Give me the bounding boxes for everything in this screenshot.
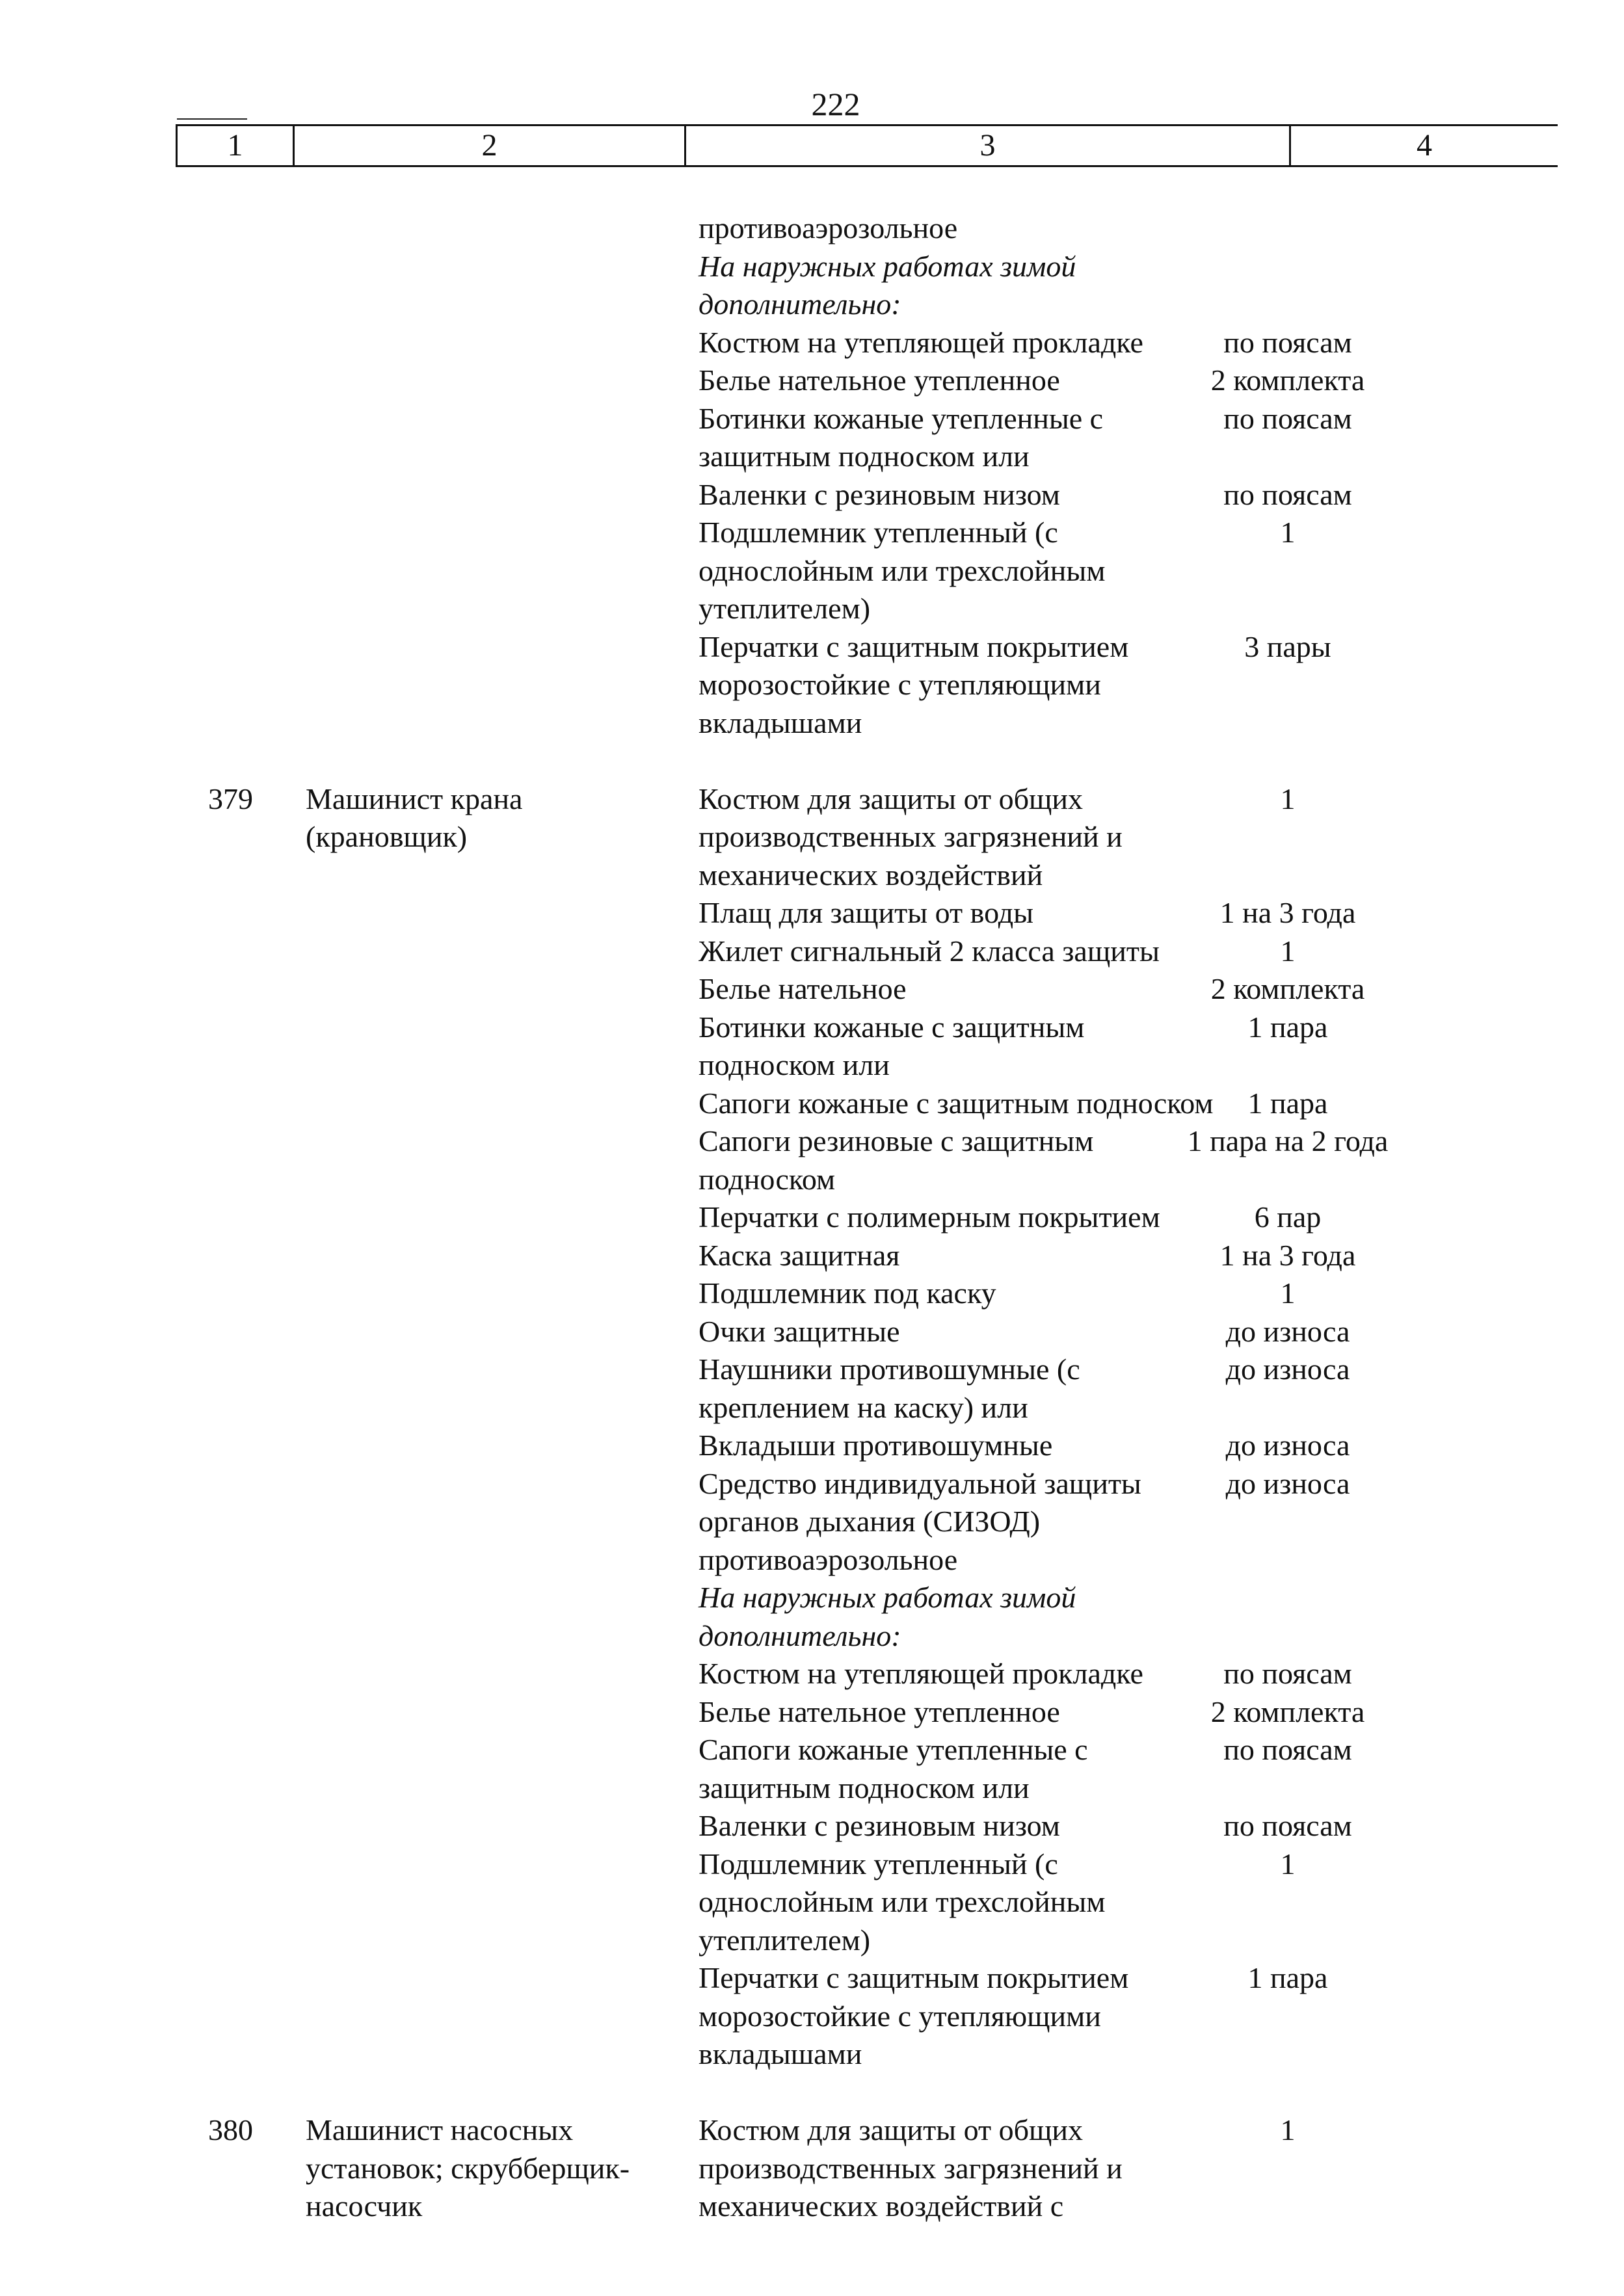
item-quantity: до износа	[1225, 1429, 1350, 1462]
item-quantity: 2 комплекта	[1210, 363, 1365, 397]
item-name: Ботинки кожаные утепленные с	[699, 401, 1104, 435]
page-number: 222	[811, 86, 860, 122]
item-name: защитным подноском или	[699, 440, 1030, 473]
top-rule	[177, 118, 247, 120]
item-quantity: 1 пара на 2 года	[1187, 1124, 1389, 1157]
item-quantity: 2 комплекта	[1210, 972, 1365, 1005]
item-name: Подшлемник утепленный (с	[699, 516, 1058, 549]
item-name: Костюм на утепляющей прокладке	[699, 1657, 1143, 1690]
item-name: производственных загрязнений и	[699, 820, 1123, 853]
item-quantity: 1	[1280, 782, 1296, 815]
item-name: противоаэрозольное	[699, 1542, 958, 1576]
item-name: Сапоги кожаные утепленные с	[699, 1733, 1088, 1766]
item-name: Наушники противошумные (с	[699, 1353, 1080, 1386]
profession-name: (крановщик)	[306, 820, 468, 853]
item-quantity: 6 пар	[1254, 1200, 1322, 1234]
item-quantity: 1	[1280, 1276, 1296, 1310]
item-name: Сапоги резиновые с защитным	[699, 1124, 1094, 1157]
item-name: Белье нательное	[699, 972, 907, 1005]
item-quantity: по поясам	[1223, 477, 1352, 511]
item-quantity: по поясам	[1223, 401, 1352, 435]
profession-name: насосчик	[306, 2189, 423, 2223]
item-name: Перчатки с полимерным покрытием	[699, 1200, 1160, 1234]
item-quantity: 1 на 3 года	[1219, 896, 1356, 929]
item-name: Белье нательное утепленное	[699, 363, 1060, 397]
section-note: дополнительно:	[699, 287, 901, 321]
item-name: механических воздействий с	[699, 2189, 1064, 2223]
item-name: утеплителем)	[699, 1923, 871, 1957]
item-name: Белье нательное утепленное	[699, 1695, 1060, 1728]
item-quantity: 1	[1280, 934, 1296, 968]
section-note: дополнительно:	[699, 1618, 901, 1652]
item-name: Перчатки с защитным покрытием	[699, 629, 1129, 663]
item-name: Подшлемник под каску	[699, 1276, 996, 1310]
item-name: Костюм для защиты от общих	[699, 2113, 1084, 2146]
item-quantity: по поясам	[1223, 1733, 1352, 1766]
item-name: Каска защитная	[699, 1238, 900, 1272]
item-quantity: 1	[1280, 1847, 1296, 1880]
item-quantity: 1 пара	[1247, 1086, 1328, 1120]
profession-name: установок; скрубберщик-	[306, 2151, 630, 2185]
item-name: Костюм на утепляющей прокладке	[699, 325, 1143, 359]
header-col-3: 3	[686, 126, 1291, 165]
item-quantity: 1	[1280, 2113, 1296, 2146]
item-name: Жилет сигнальный 2 класса защиты	[699, 934, 1160, 968]
item-name: органов дыхания (СИЗОД)	[699, 1505, 1041, 1538]
item-name: вкладышами	[699, 2037, 862, 2070]
item-name: Сапоги кожаные с защитным подноском	[699, 1086, 1214, 1120]
item-name: Средство индивидуальной защиты	[699, 1466, 1141, 1500]
item-quantity: по поясам	[1223, 1809, 1352, 1842]
item-name: утеплителем)	[699, 592, 871, 625]
profession-name: Машинист насосных	[306, 2113, 574, 2146]
item-name: Перчатки с защитным покрытием	[699, 1961, 1129, 1994]
item-name: производственных загрязнений и	[699, 2151, 1123, 2185]
table-header	[176, 124, 1558, 167]
item-name: Костюм для защиты от общих	[699, 782, 1084, 815]
item-name: Вкладыши противошумные	[699, 1429, 1053, 1462]
item-quantity: по поясам	[1223, 1657, 1352, 1690]
item-quantity: по поясам	[1223, 325, 1352, 359]
profession-name: Машинист крана	[306, 782, 523, 815]
item-name: подноском или	[699, 1048, 890, 1081]
item-quantity: 3 пары	[1244, 629, 1331, 663]
section-note: На наружных работах зимой	[699, 1581, 1076, 1614]
item-quantity: до износа	[1225, 1314, 1350, 1348]
row-number: 379	[208, 782, 253, 815]
item-name: противоаэрозольное	[699, 211, 958, 244]
item-name: подноском	[699, 1162, 836, 1196]
item-name: Очки защитные	[699, 1314, 900, 1348]
item-quantity: до износа	[1225, 1466, 1350, 1500]
item-quantity: 1 пара	[1247, 1010, 1328, 1044]
item-name: однослойным или трехслойным	[699, 553, 1106, 587]
item-name: морозостойкие с утепляющими	[699, 668, 1101, 701]
header-col-2: 2	[295, 126, 686, 165]
section-note: На наружных работах зимой	[699, 249, 1076, 283]
row-number: 380	[208, 2113, 253, 2146]
item-name: Ботинки кожаные с защитным	[699, 1010, 1085, 1044]
header-col-4: 4	[1417, 128, 1432, 163]
item-quantity: 1	[1280, 516, 1296, 549]
header-col-1: 1	[178, 126, 295, 165]
item-name: вкладышами	[699, 706, 862, 739]
item-quantity: 2 комплекта	[1210, 1695, 1365, 1728]
item-quantity: до износа	[1225, 1353, 1350, 1386]
item-name: Подшлемник утепленный (с	[699, 1847, 1058, 1880]
item-name: однослойным или трехслойным	[699, 1885, 1106, 1918]
item-name: креплением на каску) или	[699, 1390, 1028, 1424]
item-quantity: 1 на 3 года	[1219, 1238, 1356, 1272]
item-quantity: 1 пара	[1247, 1961, 1328, 1994]
item-name: Плащ для защиты от воды	[699, 896, 1034, 929]
item-name: Валенки с резиновым низом	[699, 477, 1060, 511]
item-name: морозостойкие с утепляющими	[699, 1999, 1101, 2033]
item-name: механических воздействий	[699, 858, 1043, 891]
item-name: Валенки с резиновым низом	[699, 1809, 1060, 1842]
item-name: защитным подноском или	[699, 1771, 1030, 1804]
